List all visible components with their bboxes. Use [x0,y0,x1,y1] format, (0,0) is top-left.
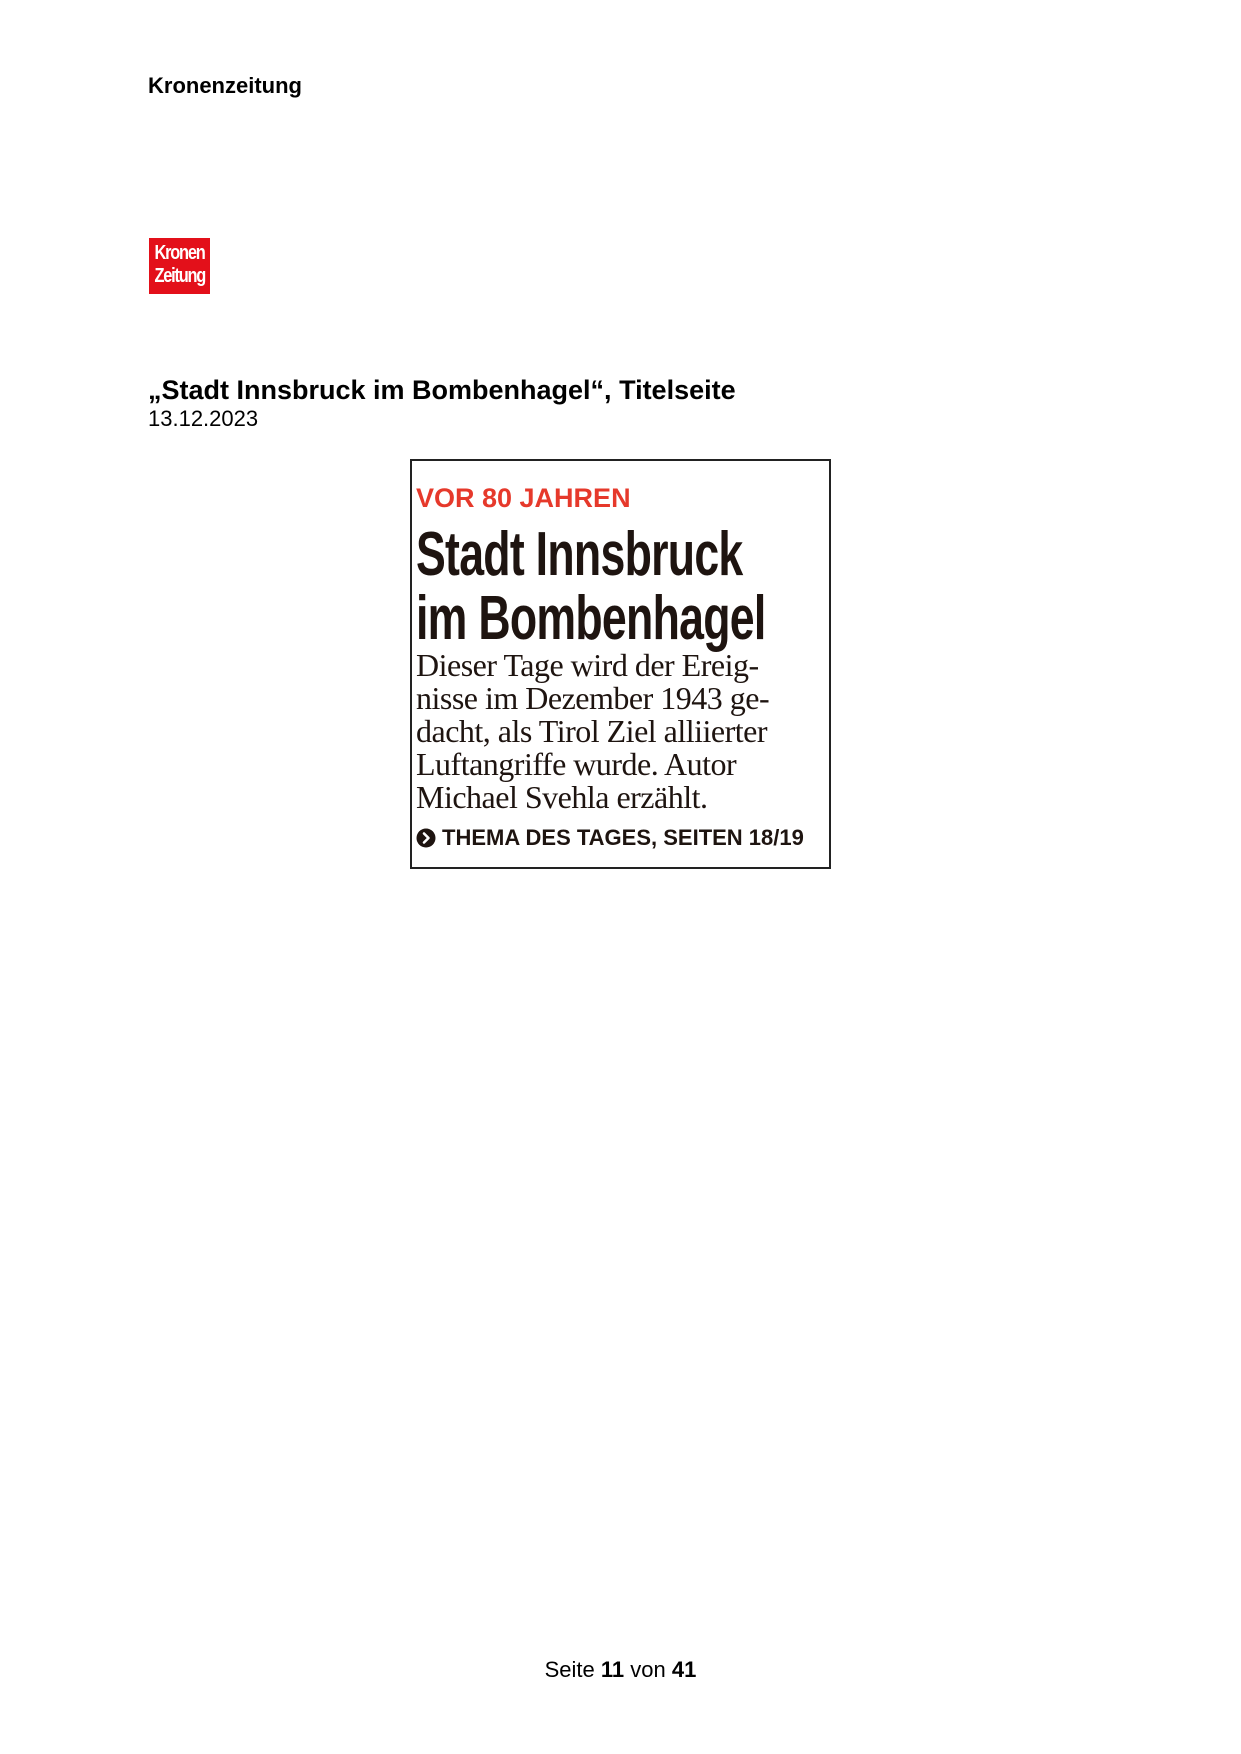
arrow-circle-icon [416,828,436,848]
article-date: 13.12.2023 [148,406,259,431]
headline-line: Stadt Innsbruck [416,520,743,589]
kronen-zeitung-logo [149,238,210,294]
page-footer [0,1657,1241,1683]
current-page-number: 11 [600,1657,625,1682]
headline-line: im Bombenhagel [416,584,766,653]
clipping-teaser [416,649,828,814]
article-title: „Stadt Innsbruck im Bombenhagel“, Titelseite [148,375,736,405]
of-label: von [630,1657,666,1682]
teaser-line: Dieser Tage wird der Ereig- [416,647,759,683]
clipping-kicker: VOR 80 JAHREN [416,483,631,513]
source-name: Kronenzeitung [148,73,302,98]
teaser-line: Michael Svehla erzählt. [416,779,708,815]
logo-line-1: Kronen [154,242,205,264]
reference-text: THEMA DES TAGES, SEITEN 18/19 [442,825,804,850]
clipping-headline [416,520,831,653]
clipping-reference [416,825,804,851]
newspaper-clipping [410,459,831,869]
page-label: Seite [544,1657,595,1682]
logo-line-2: Zeitung [154,265,206,287]
teaser-line: dacht, als Tirol Ziel alliierter [416,713,768,749]
teaser-line: nisse im Dezember 1943 ge- [416,680,770,716]
total-pages-number: 41 [671,1657,697,1682]
teaser-line: Luftangriffe wurde. Autor [416,746,737,782]
